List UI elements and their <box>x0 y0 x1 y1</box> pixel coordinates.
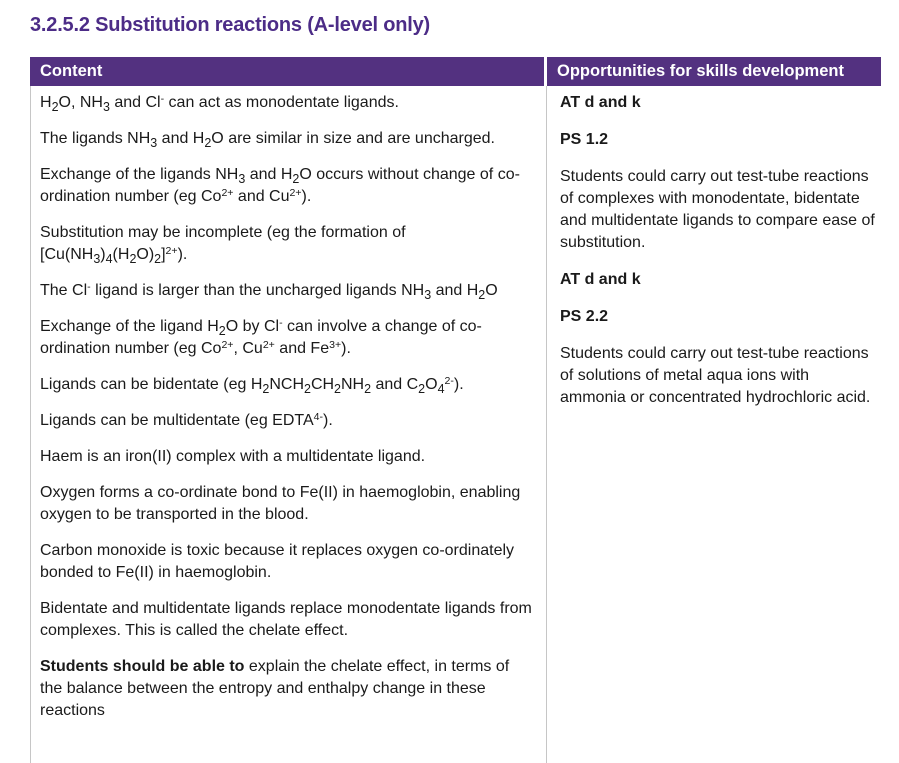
table-body-row <box>30 86 881 763</box>
skills-paragraph: PS 2.2 <box>560 308 609 325</box>
skills-paragraph: PS 1.2 <box>560 131 609 148</box>
content-paragraph: Ligands can be multidentate (eg $EDTA^{4-}$). <box>40 411 333 429</box>
content-paragraph: Bidentate and multidentate ligands replace monodentate ligands from complexes. This is called the chelate effect. <box>40 600 532 639</box>
skills-cell <box>547 86 881 763</box>
content-paragraph: Oxygen forms a co-ordinate bond to Fe(II) in haemoglobin, enabling oxygen to be transported in the blood. <box>40 484 521 523</box>
skills-paragraph: AT d and k <box>560 271 641 288</box>
content-paragraph: $H_2O$, $NH_3$ and Cl- can act as monodentate ligands. <box>40 93 399 114</box>
content-paragraph: The Cl- ligand is larger than the uncharged ligands $NH_3$ and $H_2O$ <box>40 281 498 302</box>
content-paragraph: Ligands can be bidentate (eg $H_2NCH_2CH_2NH_2$ and $C_2O_4^{2-}$). <box>40 375 464 396</box>
skills-paragraph: Students could carry out test-tube reactions of solutions of metal aqua ions with ammonia or concentrated hydrochloric acid. <box>560 345 871 406</box>
content-cell <box>30 86 547 763</box>
skills-paragraph: Students could carry out test-tube reactions of complexes with monodentate, bidentate and multidentate ligands to compare ease of substitution. <box>560 168 875 251</box>
content-paragraph: Exchange of the ligands $NH_3$ and $H_2O$ occurs without change of co-ordination number (eg $Co^{2+}$ and $Cu^{2+}$). <box>40 166 520 205</box>
content-column-header: Content <box>30 57 544 86</box>
content-paragraph: Haem is an iron(II) complex with a multidentate ligand. <box>40 448 426 465</box>
skills-paragraph: AT d and k <box>560 94 641 111</box>
skills-column-header: Opportunities for skills development <box>547 57 881 86</box>
section-title: 3.2.5.2 Substitution reactions (A-level only) <box>30 14 430 36</box>
specification-table <box>30 57 881 763</box>
content-paragraph: The ligands $NH_3$ and $H_2O$ are similar in size and are uncharged. <box>40 130 495 150</box>
content-paragraph: Students should be able to explain the chelate effect, in terms of the balance between the entropy and enthalpy change in these reactions <box>40 658 510 719</box>
content-paragraph: Substitution may be incomplete (eg the formation of $[Cu(NH_3)_4(H_2O)_2]^{2+}$). <box>40 224 406 266</box>
content-paragraph: Carbon monoxide is toxic because it replaces oxygen co-ordinately bonded to Fe(II) in haemoglobin. <box>40 542 515 581</box>
content-paragraph: Exchange of the ligand $H_2O$ by Cl- can involve a change of co-ordination number (eg $Co^{2+}$, $Cu^{2+}$ and $Fe^{3+}$). <box>40 317 482 357</box>
table-header-row <box>30 57 881 86</box>
